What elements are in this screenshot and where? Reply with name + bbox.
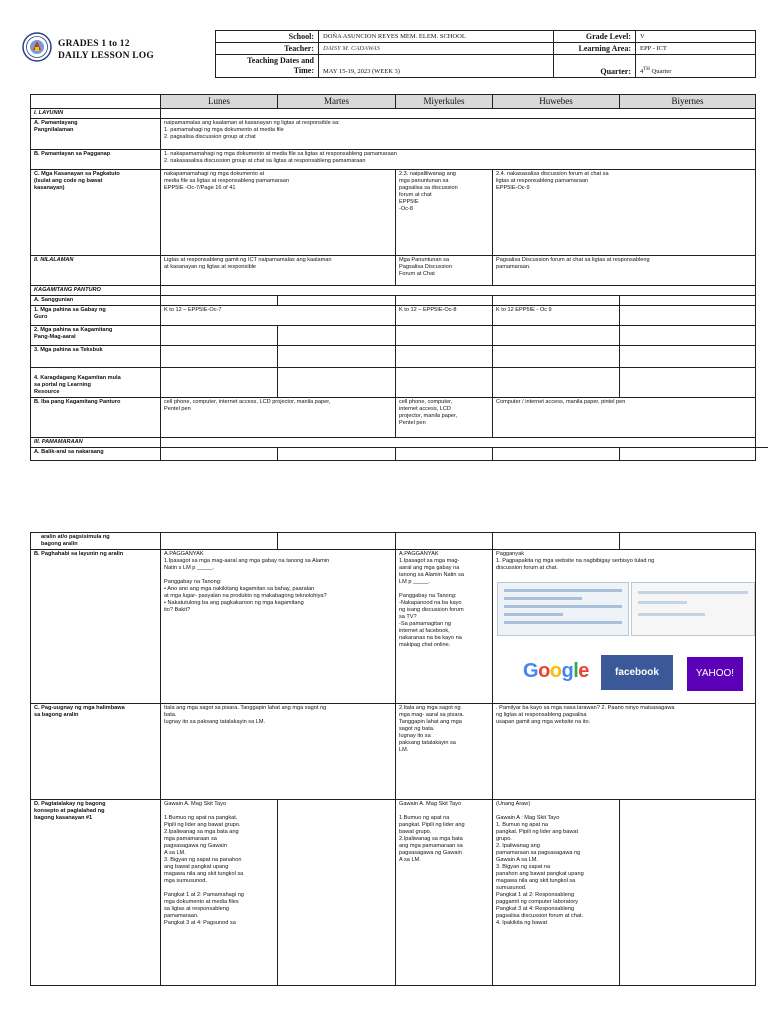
cell [396, 326, 493, 346]
cell [620, 800, 756, 986]
cell [278, 296, 396, 306]
iba-pang-kagamitan-huwebes: Computer / internet access, manila paper, pintel pen [493, 398, 756, 438]
cell [493, 368, 620, 398]
screenshot-bar [504, 589, 622, 592]
quarter-label: Quarter: [554, 55, 636, 78]
website-screenshot-2 [631, 582, 755, 636]
gabay-ng-guro-huwebes: K to 12 EPP5IE - Oc 9 [493, 306, 620, 326]
paghahabi-lunes: A.PAGGANYAK 1.Ipasagot sa mga mag-aaral ang mga gabay na tanong sa Alamin Natin s LM p _____. Panggabay na Tanong: • Ano ano ang mga nakikitang kagamitan sa bahay, paaralan at mga lugar- pasyalan na produkto ng makabagong teknolohiya? • Nakatutulong ba ang pagkakaroon ng mga kagamitang ito? Bakit? [161, 550, 396, 704]
screenshot-bar [638, 601, 687, 604]
header-info-table [215, 30, 756, 78]
cell [161, 368, 278, 398]
learning-area-value: EPP - ICT [636, 43, 756, 55]
teaching-dates-value: MAY 15-19, 2023 (WEEK 3) [319, 55, 554, 78]
cell [161, 533, 278, 550]
screenshot-bar [504, 621, 622, 624]
pagtatalakay-miyerkules: Gawain A. Mag Skit Tayo 1.Bumuo ng apat na pangkat. Pipili ng lider ang bawat grupo. 2.Ipaliwanag sa mga bata ang mga pamamaraan sa pagsasagawa ng Gawain A sa LM. [396, 800, 493, 986]
section-kagamitang-panturo: KAGAMITANG PANTURO [31, 286, 161, 296]
iba-pang-kagamitan-label: B. Iba pang Kagamitang Panturo [31, 398, 161, 438]
cell [620, 368, 756, 398]
cell [278, 346, 396, 368]
teacher-value: DAISY M. CADAWAS [319, 43, 554, 55]
pamantayang-pangnilalaman-text: naipamamalas ang kaalaman at kasanayan ng ligtas at responsible sa: 1. pamamahagi ng mga dokumento at media file 2. pagsalisa discussion group at chat [161, 119, 756, 150]
deped-seal-icon [22, 32, 52, 62]
screenshot-bar [638, 591, 748, 594]
balik-aral-label: A. Balik-aral sa nakaraang [31, 448, 161, 461]
yahoo-logo: YAHOO! [687, 657, 743, 691]
day-header-miyerkules: Miyerkules [396, 95, 493, 109]
pag-uugnay-lunes: Itala ang mga sagot sa pisara. Tanggapin lahat ang mga sagot ng bata. Iugnay ito sa paksang tatalakayin sa LM. [161, 704, 396, 800]
corner-cell [31, 95, 161, 109]
section-layunin: I. LAYUNIN [31, 109, 161, 119]
cell [278, 368, 396, 398]
teksbuk-label: 3. Mga pahina sa Teksbuk [31, 346, 161, 368]
cell [161, 346, 278, 368]
teaching-dates-label [216, 55, 319, 78]
pagtatalakay-lunes: Gawain A. Mag Skit Tayo 1.Bumuo ng apat na pangkat. Pipili ng lider ang bawat grupo. 2.Ipaliwanag sa mga bata ang mga pamamaraan sa pagsasagawa ng Gawain A sa LM. 3. Bigyan ng sapat na panahon ang bawat pangkat upang magawa nila ang skit tungkol sa mga sumusunod. Pangkat 1 at 2: Pamamahagi ng mga dokumento at media files sa ligtas at responsableng pamamaraan. Pangkat 3 at 4: Pagsunod sa [161, 800, 278, 986]
cell [396, 448, 493, 461]
quarter-ordinal-suffix: TH [643, 66, 650, 72]
pagtatalakay-label: D. Pagtatalakay ng bagong konsepto at paglalahad ng bagong kasanayan #1 [31, 800, 161, 986]
cell [620, 533, 756, 550]
cell [161, 326, 278, 346]
website-screenshot-1 [497, 582, 629, 636]
brand-line-1: GRADES 1 to 12 [58, 39, 130, 49]
school-label: School: [216, 31, 319, 43]
learning-resource-label: 4. Karagdagang Kagamitan mula sa portal ng Learning Resource [31, 368, 161, 398]
brand-line-2: DAILY LESSON LOG [58, 51, 154, 61]
day-header-lunes: Lunes [161, 95, 278, 109]
kasanayan-label: C. Mga Kasanayan sa Pagkatuto (Isulat ang code ng bawat kasanayan) [31, 170, 161, 256]
day-header-biyernes: Biyernes [620, 95, 756, 109]
gabay-ng-guro-miyerkules: K to 12 – EPP5IE-Oc-8 [396, 306, 493, 326]
balik-aral-continued-label: aralin at/o pagsisimula ng bagong aralin [31, 533, 161, 550]
teaching-dates-label-line-2: Time: [293, 66, 314, 75]
screenshot-bar [638, 613, 705, 616]
screenshot-bar [504, 597, 582, 600]
cell [396, 296, 493, 306]
grade-level-label: Grade Level: [554, 31, 636, 43]
brand-title [58, 38, 154, 62]
paghahabi-miyerkules: A.PAGGANYAK 1.Ipasagot sa mga mag- aaral ang mga gabay na tanong sa Alamin Natin sa LM p _____. Panggabay na Tanong: -Nakapanood na ba kayo ng isang discussion forum sa TV? -Sa pamamagitan ng internet at facebook, nakaranas na ba kayo na makipag chat online. [396, 550, 493, 704]
cell [620, 296, 756, 306]
pamantayan-sa-pagganap-text: 1. nakapamamahagi ng mga dokumento at media file sa ligtas at responsableng pamamaraan 2. nakasasalisa discussion group at chat sa ligtas at responsableng pamamaraan [161, 150, 756, 170]
cell [161, 448, 278, 461]
grade-level-value: V [636, 31, 756, 43]
section-kagamitang-span [161, 286, 756, 296]
kasanayan-lunes: nakapamamahagi ng mga dokumento at media file sa ligtas at responsableng pamamaraan EPP5IE -Oc-7/Page 16 of 41 [161, 170, 396, 256]
kasanayan-miyerkules: 2.3. naipaliliwanag ang mga panuntunan sa pagsalisa sa discussion forum at chat EPP5IE -Oc-8 [396, 170, 493, 256]
cell [278, 448, 396, 461]
section-pamamaraan: III. PAMAMARAAN [31, 438, 161, 448]
cell [620, 306, 756, 326]
school-value: DOÑA ASUNCION REYES MEM. ELEM. SCHOOL [319, 31, 554, 43]
cell [620, 326, 756, 346]
day-header-huwebes: Huwebes [493, 95, 620, 109]
pagtatalakay-huwebes: (Unang Araw) Gawain A : Mag Skit Tayo 1. Bumuo ng apat na pangkat. Pipili ng lider ang bawat grupo. 2. Ipaliwanag ang pamamaraan sa pagsasagawa ng Gawain A sa LM. 3. Bigyan ng sapat na panahon ang bawat pangkat upang magawa nila ang skit tungkol sa sumusunod. Pangkat 1 at 2: Responsableng paggamit ng computer laboratory Pangkat 3 at 4: Responsableng pagsalisa discussion forum at chat. 4. Ipakikita ng bawat [493, 800, 620, 986]
pamantayan-sa-pagganap-label: B. Pamantayan sa Pagganap [31, 150, 161, 170]
nilalaman-huwebes: Pagsalisa Discussion forum at chat sa ligtas at responsableng pamamaraan. [493, 256, 756, 286]
divider-line [618, 447, 768, 448]
cell [620, 448, 756, 461]
quarter-value: 4TH Quarter [636, 55, 756, 78]
nilalaman-lunes: Ligtas at responsableng gamit ng ICT naipamamalas ang kaalaman at kasanayan ng ligtas at responsible [161, 256, 396, 286]
day-header-martes: Martes [278, 95, 396, 109]
kasanayan-huwebes: 2.4. nakasasalisa discussion forum at chat sa ligtas at responsableng pamamaraan EPP5IE-Oc-9 [493, 170, 756, 256]
lesson-log-table-2 [30, 532, 756, 986]
paghahabi-huwebes [493, 550, 756, 704]
cell [493, 533, 620, 550]
section-layunin-span [161, 109, 756, 119]
pag-uugnay-label: C. Pag-uugnay ng mga halimbawa sa bagong aralin [31, 704, 161, 800]
kagamitang-pang-mag-aaral-label: 2. Mga pahina sa Kagamitang Pang-Mag-aaral [31, 326, 161, 346]
gabay-ng-guro-lunes: K to 12 – EPP5IE-Oc-7 [161, 306, 396, 326]
cell [278, 800, 396, 986]
pag-uugnay-miyerkules: 2.Itala ang mga sagot ng mga mag- aaral sa pisara. Tanggapin lahat ang mga sagot ng bata. Iugnay ito sa paksang tatalakayin sa LM. [396, 704, 493, 800]
screenshot-bar [504, 613, 563, 616]
screenshot-bar [504, 605, 622, 608]
iba-pang-kagamitan-miyerkules: cell phone, computer, internet access, LCD projector, manila paper, Pentel pen [396, 398, 493, 438]
cell [396, 346, 493, 368]
cell [161, 296, 278, 306]
cell [493, 346, 620, 368]
teaching-dates-label-line-1: Teaching Dates and [247, 56, 314, 65]
google-logo: Google [523, 660, 589, 682]
section-pamamaraan-span [161, 438, 756, 448]
cell [493, 296, 620, 306]
cell [396, 533, 493, 550]
cell [278, 326, 396, 346]
learning-area-label: Learning Area: [554, 43, 636, 55]
cell [278, 533, 396, 550]
pag-uugnay-huwebes: . Pamilyar ba kayo sa mga nasa larawan? 2. Paano ninyo maisasagawa ng ligtas at responsableng pagsalisa usapan gamit ang mga website na ito. [493, 704, 756, 800]
gabay-ng-guro-label: 1. Mga pahina sa Gabay ng Guro [31, 306, 161, 326]
cell [493, 326, 620, 346]
sanggunian-label: A. Sanggunian [31, 296, 161, 306]
cell [396, 368, 493, 398]
facebook-logo: facebook [601, 655, 673, 690]
cell [493, 448, 620, 461]
lesson-log-table-1 [30, 94, 756, 461]
teacher-label: Teacher: [216, 43, 319, 55]
nilalaman-miyerkules: Mga Panuntunan sa Pagsalisa Discussion Forum at Chat [396, 256, 493, 286]
section-nilalaman: II. NILALAMAN [31, 256, 161, 286]
paghahabi-huwebes-text: Pagganyak 1. Pagpapakita ng mga website na nagbibigay serbisyo tulad ng discussion forum at chat. [496, 551, 655, 571]
paghahabi-label: B. Paghahabi sa layunin ng aralin [31, 550, 161, 704]
iba-pang-kagamitan-lunes: cell phone, computer, internet access, LCD projector, manila paper, Pentel pen [161, 398, 396, 438]
cell [620, 346, 756, 368]
pamantayang-pangnilalaman-label: A. Pamantayang Pangnilalaman [31, 119, 161, 150]
